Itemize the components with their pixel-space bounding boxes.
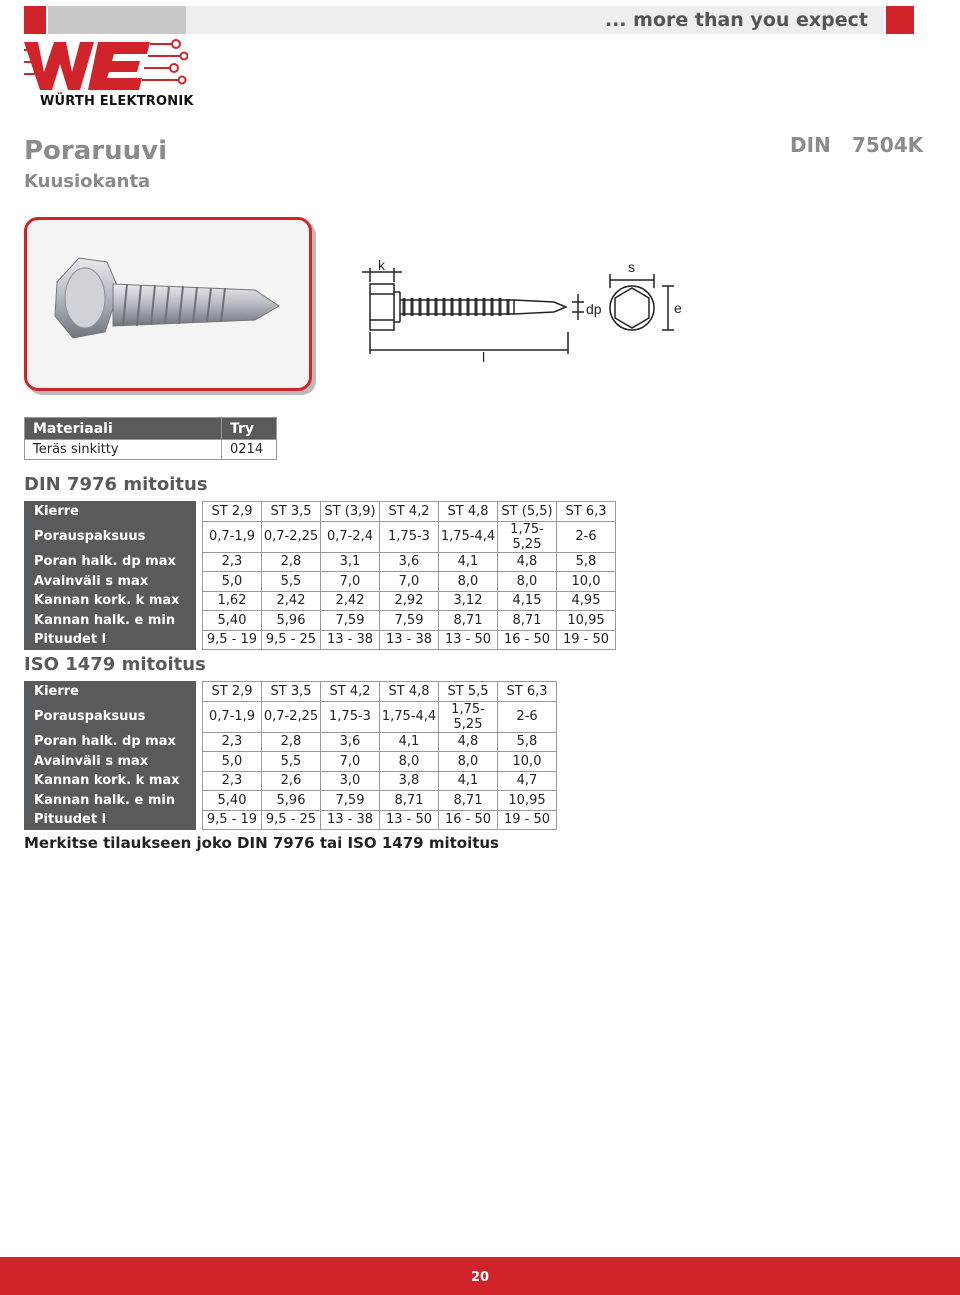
row-label: Kannan kork. k max <box>25 591 196 611</box>
table-cell: ST 3,5 <box>262 502 321 522</box>
table-cell: 0,7-1,9 <box>203 701 262 732</box>
material-header: Materiaali <box>25 418 222 440</box>
row-gap <box>196 791 203 811</box>
table-cell: ST 4,8 <box>380 682 439 702</box>
table-cell: 1,75-3 <box>321 701 380 732</box>
table-cell: 1,75-5,25 <box>439 701 498 732</box>
row-label: Porauspaksuus <box>25 521 196 552</box>
row-gap <box>196 611 203 631</box>
table-cell: 7,59 <box>321 791 380 811</box>
table-cell: 7,0 <box>321 752 380 772</box>
table-cell: 3,1 <box>321 552 380 572</box>
table-cell: 10,0 <box>498 752 557 772</box>
table-cell: 2,8 <box>262 732 321 752</box>
table-row <box>25 732 557 752</box>
table-cell: 2,3 <box>203 552 262 572</box>
table-cell: 10,95 <box>498 791 557 811</box>
table-cell: 0,7-1,9 <box>203 521 262 552</box>
table-cell: 5,5 <box>262 752 321 772</box>
table-cell: 3,6 <box>321 732 380 752</box>
table-cell: 8,71 <box>498 611 557 631</box>
table-cell: 9,5 - 25 <box>262 630 321 650</box>
table-cell: 9,5 - 19 <box>203 630 262 650</box>
tagline: ... more than you expect <box>604 9 868 31</box>
table-cell: 10,95 <box>557 611 616 631</box>
table-cell: 3,12 <box>439 591 498 611</box>
iso-table <box>24 681 557 830</box>
table-cell: 3,6 <box>380 552 439 572</box>
table-row <box>25 552 616 572</box>
label-s: s <box>628 259 635 275</box>
table-cell: 13 - 38 <box>321 810 380 830</box>
material-row <box>25 440 277 460</box>
table-cell: ST 6,3 <box>557 502 616 522</box>
table-row <box>25 591 616 611</box>
table-cell: 7,59 <box>380 611 439 631</box>
din-label: DIN <box>790 133 831 157</box>
table-cell: ST 5,5 <box>439 682 498 702</box>
label-l: l <box>482 349 486 364</box>
row-gap <box>196 552 203 572</box>
table-cell: 2-6 <box>498 701 557 732</box>
table-cell: 2-6 <box>557 521 616 552</box>
table-row <box>25 771 557 791</box>
table-cell: 1,75-3 <box>380 521 439 552</box>
label-e: e <box>674 300 682 316</box>
table-cell: 9,5 - 19 <box>203 810 262 830</box>
table-cell: 16 - 50 <box>498 630 557 650</box>
table-cell: 3,8 <box>380 771 439 791</box>
din-number: 7504K <box>852 133 924 157</box>
table-cell: 4,8 <box>498 552 557 572</box>
table-cell: 2,3 <box>203 732 262 752</box>
technical-drawing <box>358 258 688 364</box>
table-row <box>25 502 616 522</box>
row-label: Kierre <box>25 682 196 702</box>
iso-section-title: ISO 1479 mitoitus <box>24 654 206 675</box>
table-cell: 5,40 <box>203 611 262 631</box>
label-dp: dp <box>586 301 602 317</box>
table-cell: 2,42 <box>262 591 321 611</box>
table-cell: 4,1 <box>380 732 439 752</box>
table-cell: 5,96 <box>262 611 321 631</box>
table-cell: 8,71 <box>439 611 498 631</box>
table-cell: 8,0 <box>439 752 498 772</box>
table-cell: 5,0 <box>203 752 262 772</box>
row-label: Avainväli s max <box>25 572 196 592</box>
row-label: Pituudet l <box>25 630 196 650</box>
table-cell: 0,7-2,25 <box>262 521 321 552</box>
row-label: Kannan kork. k max <box>25 771 196 791</box>
din-table <box>24 501 616 650</box>
material-header-row <box>25 418 277 440</box>
table-cell: ST 2,9 <box>203 682 262 702</box>
table-row <box>25 791 557 811</box>
material-code: 0214 <box>222 440 277 460</box>
table-cell: ST 4,2 <box>321 682 380 702</box>
row-gap <box>196 502 203 522</box>
table-cell: 1,75-4,4 <box>439 521 498 552</box>
product-photo <box>24 217 312 391</box>
row-label: Kierre <box>25 502 196 522</box>
top-bar-red-right <box>886 6 914 34</box>
table-cell: 8,71 <box>439 791 498 811</box>
page-number: 20 <box>470 1270 490 1285</box>
table-cell: ST (3,9) <box>321 502 380 522</box>
table-cell: 2,92 <box>380 591 439 611</box>
try-header: Try <box>222 418 277 440</box>
row-label: Avainväli s max <box>25 752 196 772</box>
row-gap <box>196 572 203 592</box>
table-cell: 13 - 50 <box>439 630 498 650</box>
row-gap <box>196 521 203 552</box>
row-label: Pituudet l <box>25 810 196 830</box>
table-cell: 19 - 50 <box>557 630 616 650</box>
table-cell: 4,15 <box>498 591 557 611</box>
table-cell: ST 4,8 <box>439 502 498 522</box>
table-row <box>25 630 616 650</box>
page-subtitle: Kuusiokanta <box>24 171 151 192</box>
table-cell: 13 - 38 <box>321 630 380 650</box>
table-cell: 7,59 <box>321 611 380 631</box>
order-note: Merkitse tilaukseen joko DIN 7976 tai ISO 1479 mitoitus <box>24 834 499 852</box>
table-row <box>25 611 616 631</box>
table-cell: 1,75-5,25 <box>498 521 557 552</box>
row-gap <box>196 630 203 650</box>
row-label: Poran halk. dp max <box>25 552 196 572</box>
table-cell: 5,96 <box>262 791 321 811</box>
table-cell: 1,62 <box>203 591 262 611</box>
table-cell: 4,1 <box>439 552 498 572</box>
table-cell: 19 - 50 <box>498 810 557 830</box>
table-cell: 5,8 <box>557 552 616 572</box>
table-row <box>25 572 616 592</box>
table-cell: 2,42 <box>321 591 380 611</box>
table-row <box>25 682 557 702</box>
table-cell: 1,75-4,4 <box>380 701 439 732</box>
row-gap <box>196 810 203 830</box>
brand-name: WÜRTH ELEKTRONIK <box>40 94 194 109</box>
table-cell: 8,0 <box>498 572 557 592</box>
table-cell: 4,7 <box>498 771 557 791</box>
table-cell: 5,0 <box>203 572 262 592</box>
table-cell: 0,7-2,4 <box>321 521 380 552</box>
row-gap <box>196 701 203 732</box>
table-cell: 0,7-2,25 <box>262 701 321 732</box>
table-cell: 4,1 <box>439 771 498 791</box>
table-cell: ST 2,9 <box>203 502 262 522</box>
table-row <box>25 701 557 732</box>
table-cell: 10,0 <box>557 572 616 592</box>
table-cell: 13 - 50 <box>380 810 439 830</box>
top-bar-red-left <box>24 6 46 34</box>
top-bar-gray <box>48 6 186 34</box>
table-cell: 7,0 <box>380 572 439 592</box>
table-cell: 2,8 <box>262 552 321 572</box>
table-cell: 5,5 <box>262 572 321 592</box>
table-row <box>25 752 557 772</box>
table-row <box>25 521 616 552</box>
row-gap <box>196 732 203 752</box>
material-table <box>24 417 277 460</box>
table-cell: 5,8 <box>498 732 557 752</box>
table-cell: 8,0 <box>380 752 439 772</box>
table-cell: ST 4,2 <box>380 502 439 522</box>
page-title: Poraruuvi <box>24 136 167 166</box>
table-cell: 2,3 <box>203 771 262 791</box>
table-cell: ST (5,5) <box>498 502 557 522</box>
table-cell: ST 3,5 <box>262 682 321 702</box>
table-cell: 4,95 <box>557 591 616 611</box>
row-label: Porauspaksuus <box>25 701 196 732</box>
row-gap <box>196 752 203 772</box>
row-gap <box>196 591 203 611</box>
screw-photo-icon <box>27 220 309 388</box>
material-name: Teräs sinkitty <box>25 440 222 460</box>
table-cell: 5,40 <box>203 791 262 811</box>
table-cell: 16 - 50 <box>439 810 498 830</box>
table-cell: 3,0 <box>321 771 380 791</box>
table-cell: 8,0 <box>439 572 498 592</box>
table-cell: 2,6 <box>262 771 321 791</box>
table-cell: 13 - 38 <box>380 630 439 650</box>
table-cell: 8,71 <box>380 791 439 811</box>
table-cell: 4,8 <box>439 732 498 752</box>
row-gap <box>196 682 203 702</box>
row-label: Poran halk. dp max <box>25 732 196 752</box>
row-gap <box>196 771 203 791</box>
table-cell: 9,5 - 25 <box>262 810 321 830</box>
table-cell: 7,0 <box>321 572 380 592</box>
row-label: Kannan halk. e min <box>25 611 196 631</box>
label-k: k <box>378 258 385 273</box>
din-section-title: DIN 7976 mitoitus <box>24 474 208 495</box>
table-cell: ST 6,3 <box>498 682 557 702</box>
row-label: Kannan halk. e min <box>25 791 196 811</box>
table-row <box>25 810 557 830</box>
